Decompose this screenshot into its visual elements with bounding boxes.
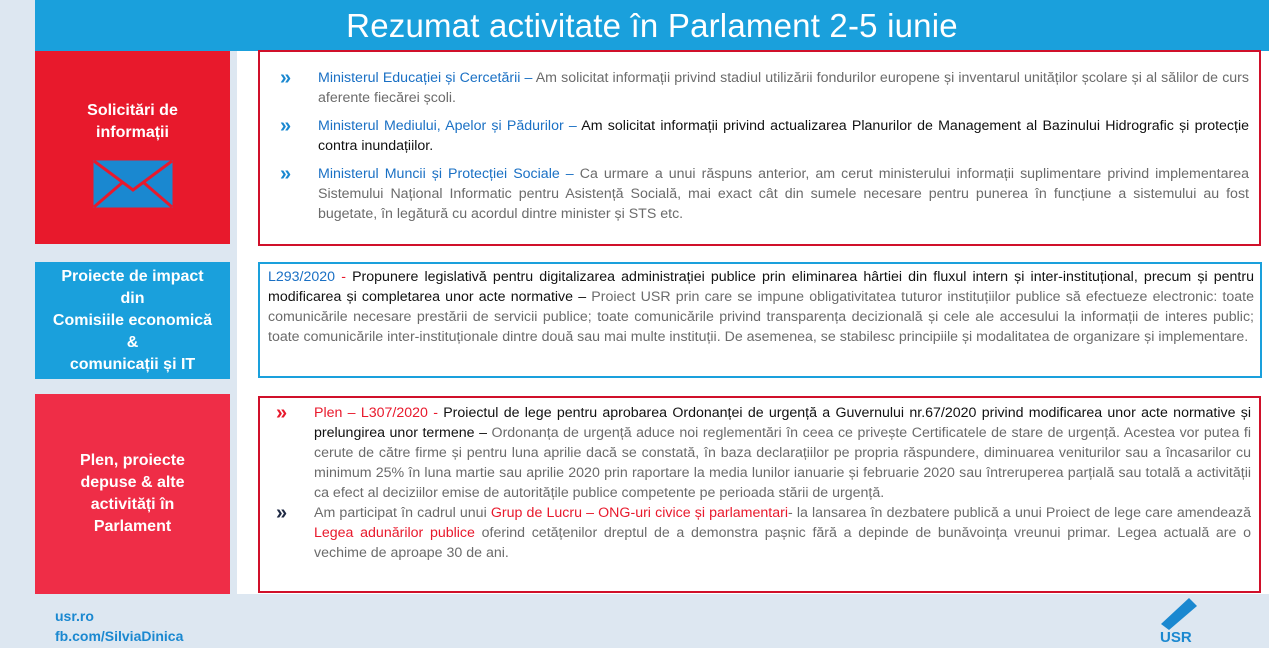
section-label-line: Solicitări de bbox=[87, 102, 178, 119]
project-title: Propunere legislativă pentru digitalizarea administrației publice prin eliminarea hârtiei din fluxul intern și inter-instituțional, precum și pentru modificarea și completarea unor acte normative – bbox=[268, 269, 1254, 305]
footer-links bbox=[55, 606, 183, 646]
envelope-icon bbox=[93, 160, 173, 208]
list-item-text bbox=[318, 68, 1249, 108]
item-text-part: oferind cetățenilor dreptul de a demonstra pașnic fără a depinde de bunăvoința vreunui primar. Legea actuală are o vechime de aproape 30 de ani. bbox=[314, 525, 1252, 561]
item-text-part: - la lansarea în dezbatere publică a unui Proiect de lege care amendează bbox=[787, 505, 1251, 521]
list-item bbox=[280, 116, 1249, 156]
section-label-line: comunicații și IT bbox=[69, 355, 196, 373]
proiecte-content-box bbox=[258, 262, 1262, 378]
list-item bbox=[280, 164, 1249, 224]
list-item bbox=[276, 403, 1251, 503]
facebook-link[interactable]: fb.com/SilviaDinica bbox=[55, 628, 184, 644]
list-item-text bbox=[318, 116, 1249, 156]
project-description: Proiect USR prin care se impune obligativitatea tuturor instituțiilor publice să efectueze electronic: toate comunicările necesare prestării de servicii publice; toate comunicările privind transparența decizională și cele ale accesului la informații de interes public; toate comunicările inter-instituționale dintre două sau mai multe instituții. De asemenea, se stabilesc principiile și modalitatea de organizare și implementare. bbox=[268, 289, 1254, 345]
section-label-line: & bbox=[126, 333, 139, 351]
law-name: Legea adunărilor publice bbox=[314, 525, 475, 541]
section-label-line: Plen, proiecte bbox=[80, 452, 185, 469]
plen-code: Plen – L307/2020 - bbox=[314, 405, 438, 421]
section-label-line: din bbox=[120, 289, 145, 307]
ministry-name: Ministerul Mediului, Apelor și Pădurilor – bbox=[318, 118, 577, 134]
list-item bbox=[280, 68, 1249, 108]
section-label-line: activități în bbox=[90, 496, 175, 513]
item-description: Am solicitat informații privind actualizarea Planurilor de Management al Bazinului Hidrografic și protecție contra inundațiilor. bbox=[318, 118, 1249, 154]
chevron-right-icon: » bbox=[276, 402, 288, 424]
item-text-part: Am participat în cadrul unui bbox=[314, 505, 491, 521]
section-label-plen bbox=[35, 394, 230, 594]
plen-content-box bbox=[258, 396, 1261, 593]
plen-title: Proiectul de lege pentru aprobarea Ordonanței de urgență a Guvernului nr.67/2020 privind modificarea unor acte normative și prelungirea unor termene – bbox=[314, 405, 1251, 441]
chevron-right-icon: » bbox=[280, 67, 292, 89]
item-description: Am solicitat informații privind stadiul utilizării fondurilor europene și inventarul unităților școlare și al sălilor de curs aferente fiecărei școli. bbox=[318, 70, 1249, 106]
solicitari-content-box bbox=[258, 50, 1261, 246]
list-item-text bbox=[314, 503, 1251, 563]
list-item-text bbox=[314, 403, 1251, 503]
item-description: Ca urmare a unui răspuns anterior, am cerut ministerului informații suplimentare privind implementarea Sistemului Național Informatic pentru Asistență Socială, mai exact cât din sumele necesare pentru punerea în funcțiune a sistemului au fost bugetate, în legătură cu acordul dintre minister și STS etc. bbox=[318, 166, 1249, 222]
list-item-text bbox=[318, 164, 1249, 224]
project-code: L293/2020 bbox=[268, 269, 336, 285]
section-label-solicitari bbox=[35, 51, 230, 244]
section-label-line: Parlament bbox=[93, 518, 172, 535]
ministry-name: Ministerul Educației și Cercetării – bbox=[318, 70, 533, 86]
section-label-line: Comisiile economică bbox=[52, 311, 213, 329]
chevron-right-icon: » bbox=[280, 163, 292, 185]
project-separator: - bbox=[335, 269, 353, 285]
section-label-line: depuse & alte bbox=[80, 474, 185, 491]
website-link[interactable]: usr.ro bbox=[55, 608, 94, 624]
list-item bbox=[276, 503, 1251, 563]
project-text bbox=[268, 267, 1254, 347]
ministry-name: Ministerul Muncii și Protecției Sociale – bbox=[318, 166, 574, 182]
chevron-right-icon: » bbox=[280, 115, 292, 137]
section-label-line: Proiecte de impact bbox=[61, 267, 204, 285]
chevron-right-icon: » bbox=[276, 502, 288, 524]
section-label-proiecte bbox=[35, 262, 230, 379]
plen-description: Ordonanța de urgență aduce noi reglementări în ceea ce privește Certificatele de stare de urgență. Acestea vor putea fi cerute de către firme și pentru luna aprilie dacă se constată, în baza declarațiilor pe propria răspundere, diminuarea veniturilor sau a încasarilor cu minimum 25% în luna martie sau aprilie 2020 prin raportare la media lunilor ianuarie și februarie 2020 sau întreruperea parțială sau totală a activității ca efect al deciziilor emise de autoritățile publice competente pe perioada stării de urgență. bbox=[314, 425, 1251, 501]
logo-text: USR bbox=[1160, 629, 1192, 646]
working-group-name: Grup de Lucru – ONG-uri civice și parlamentari bbox=[490, 505, 788, 521]
page-title: Rezumat activitate în Parlament 2-5 iunie bbox=[35, 0, 1269, 51]
section-label-line: informații bbox=[96, 124, 169, 141]
